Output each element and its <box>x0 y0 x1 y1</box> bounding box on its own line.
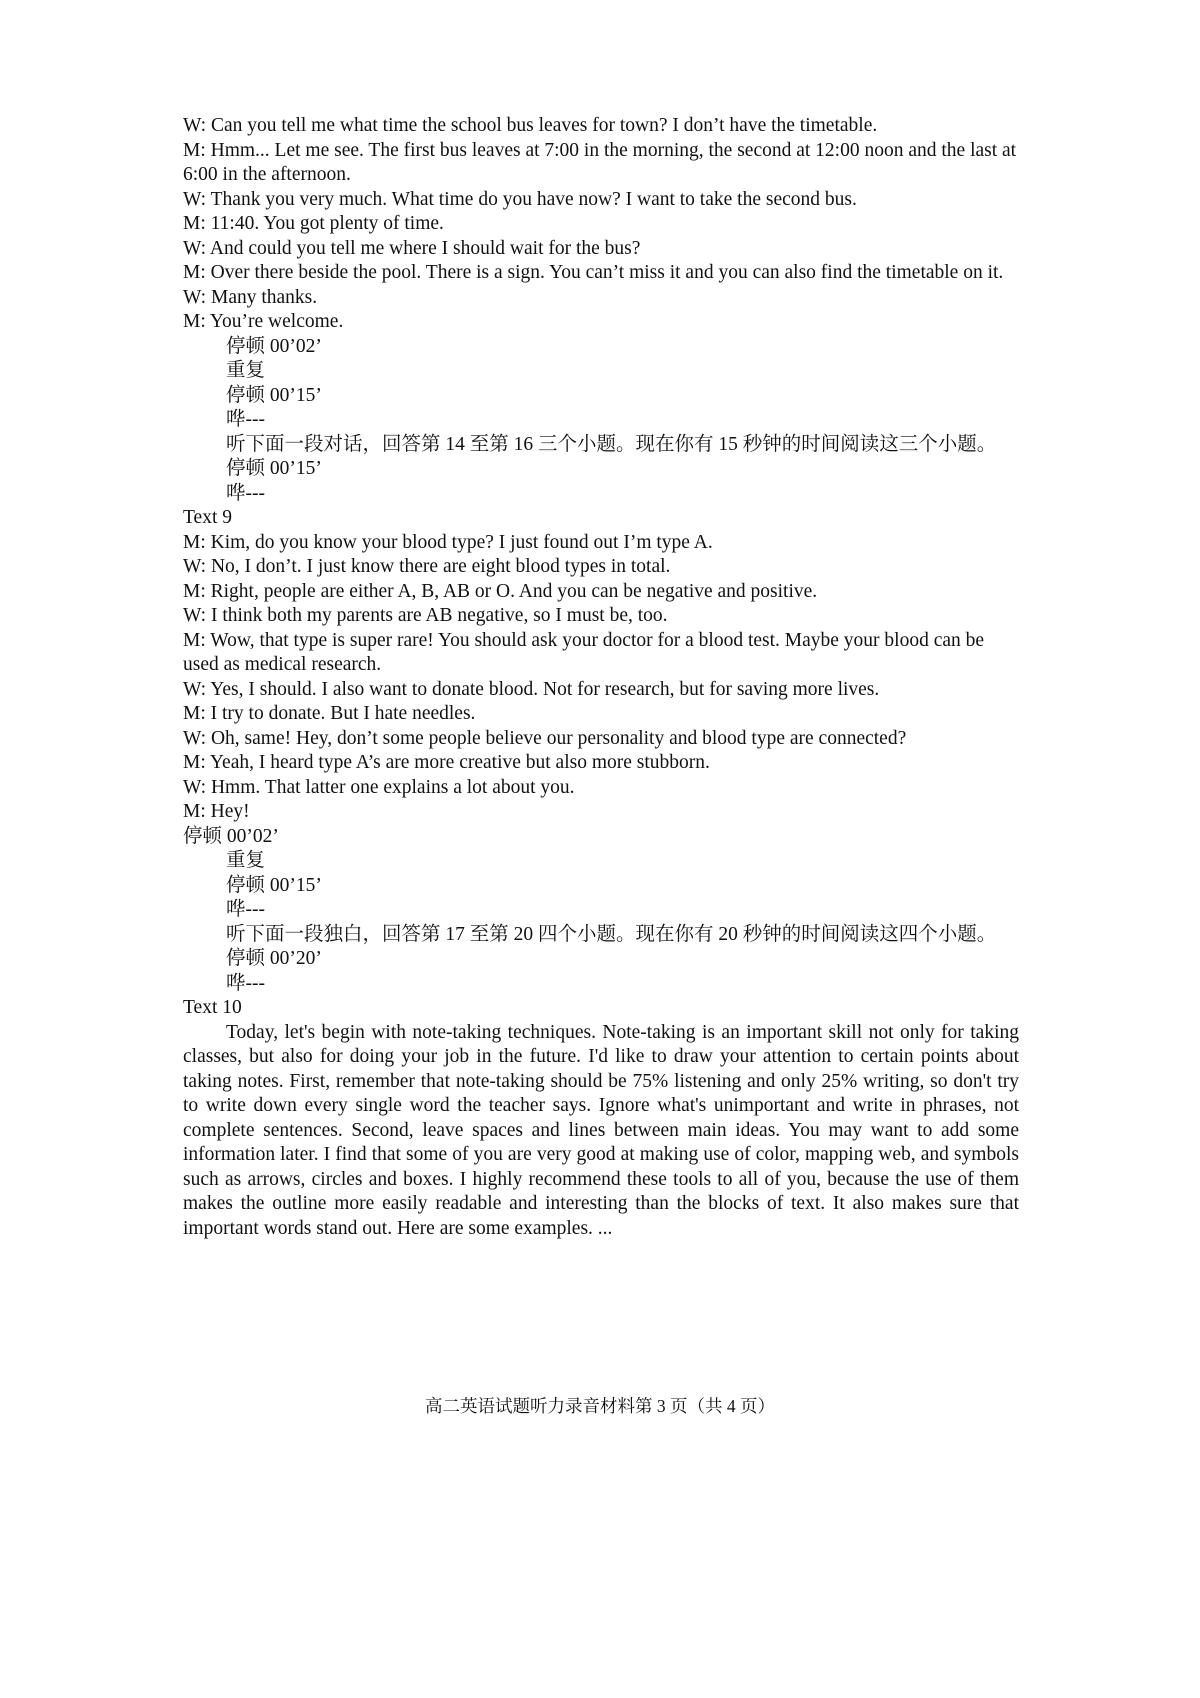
dialogue-line: M: You’re welcome. <box>183 311 344 332</box>
dialogue-line: W: Yes, I should. I also want to donate blood. Not for research, but for saving more lives. <box>183 678 880 700</box>
dialogue-block-1 <box>183 114 1019 335</box>
dialogue-line: W: Can you tell me what time the school bus leaves for town? I don’t have the timetable. <box>183 115 878 136</box>
dialogue-line: M: Hey! <box>183 801 250 822</box>
text-10-paragraph: Today, let's begin with note-taking techniques. Note-taking is an important skill not only for taking classes, but also for doing your job in the future. I'd like to draw your attention to certain points about taking notes. First, remember that note-taking should be 75% listening and only 25% writing, so don't try to write down every single word the teacher says. Ignore what's unimportant and write in phrases, not complete sentences. Second, leave spaces and lines between main ideas. You may want to add some information later. I find that some of you are very good at making use of color, mapping web, and symbols such as arrows, circles and boxes. I highly recommend these tools to all of you, because the use of them makes the outline more easily readable and interesting than the blocks of text. It also makes sure that important words stand out. Here are some examples. ... <box>183 1021 1019 1239</box>
instruction-line: 停顿 00’15’ <box>226 384 322 406</box>
dialogue-line: W: Thank you very much. What time do you have now? I want to take the second bus. <box>183 188 857 210</box>
dialogue-line: M: Hmm... Let me see. The first bus leaves at 7:00 in the morning, the second at 12:00 noon and the last at 6:00 in the afternoon. <box>183 139 1017 185</box>
dialogue-line: W: Hmm. That latter one explains a lot about you. <box>183 776 575 798</box>
dialogue-line: W: Oh, same! Hey, don’t some people believe our personality and blood type are connected? <box>183 727 907 749</box>
instruction-line: 重复 <box>226 850 266 871</box>
instruction-line: 停顿 00’20’ <box>226 948 322 969</box>
instruction-line: 停顿 00’02’ <box>226 335 322 357</box>
instruction-line: 重复 <box>226 360 266 381</box>
instruction-line: 哗--- <box>226 972 265 994</box>
instruction-line: 听下面一段独白，回答第 17 至第 20 四个小题。现在你有 20 秒钟的时间阅读这四个小题。 <box>226 923 997 945</box>
instruction-line: 哗--- <box>226 482 265 504</box>
instruction-block-2 <box>183 849 1019 996</box>
dialogue-line: M: I try to donate. But I hate needles. <box>183 703 476 724</box>
text-10-heading: Text 10 <box>183 997 242 1018</box>
dialogue-line: M: Wow, that type is super rare! You should ask your doctor for a blood test. Maybe your blood can be used as medical research. <box>183 629 985 675</box>
instruction-line: 哗--- <box>226 899 265 920</box>
instruction-line: 听下面一段对话，回答第 14 至第 16 三个小题。现在你有 15 秒钟的时间阅读这三个小题。 <box>226 433 997 455</box>
dialogue-line: W: I think both my parents are AB negative, so I must be, too. <box>183 605 668 626</box>
dialogue-line: W: No, I don’t. I just know there are eight blood types in total. <box>183 556 671 577</box>
dialogue-block-text-9 <box>183 531 1019 850</box>
page-footer: 高二英语试题听力录音材料第 3 页（共 4 页） <box>425 1396 775 1416</box>
dialogue-line: M: Over there beside the pool. There is a sign. You can’t miss it and you can also find the timetable on it. <box>183 262 1004 283</box>
dialogue-line: M: Kim, do you know your blood type? I just found out I’m type A. <box>183 531 713 553</box>
instruction-block-1 <box>183 335 1019 507</box>
dialogue-line: W: And could you tell me where I should wait for the bus? <box>183 237 641 259</box>
instruction-line: 停顿 00’15’ <box>226 458 322 479</box>
instruction-line: 停顿 00’02’ <box>183 825 279 847</box>
dialogue-line: M: 11:40. You got plenty of time. <box>183 213 444 234</box>
text-9-heading: Text 9 <box>183 507 232 528</box>
instruction-line: 哗--- <box>226 409 265 430</box>
instruction-line: 停顿 00’15’ <box>226 874 322 896</box>
dialogue-line: M: Yeah, I heard type A’s are more creative but also more stubborn. <box>183 752 710 773</box>
dialogue-line: M: Right, people are either A, B, AB or O. And you can be negative and positive. <box>183 580 818 602</box>
document-body <box>183 114 1019 1241</box>
dialogue-line: W: Many thanks. <box>183 286 318 308</box>
